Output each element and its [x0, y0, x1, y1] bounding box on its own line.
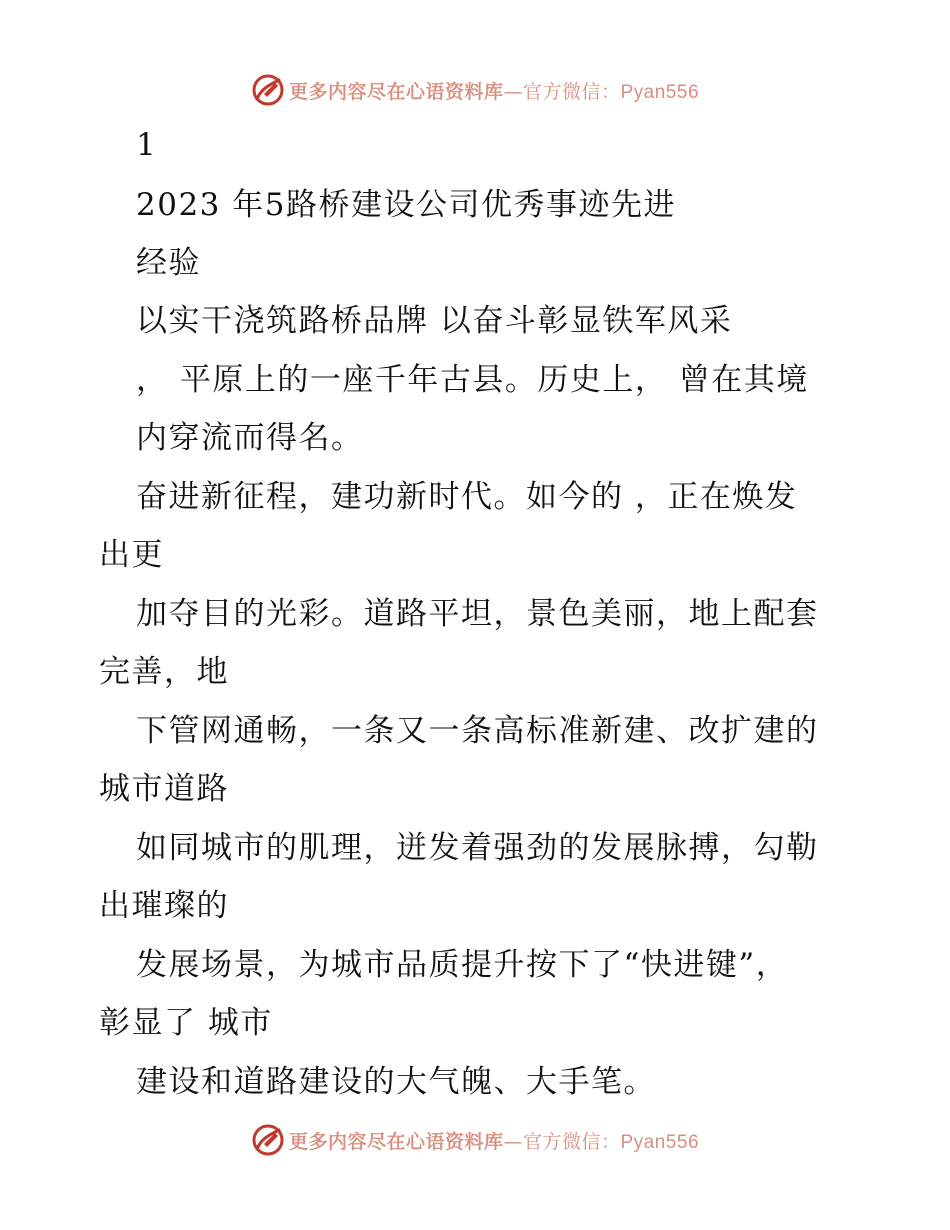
text-line: 彰显了 城市 — [99, 1005, 273, 1041]
text-line: 出璀璨的 — [99, 888, 229, 924]
text-line: 建设和道路建设的大气魄、大手笔。 — [136, 1064, 656, 1100]
text-line: 城市道路 — [99, 771, 229, 807]
text-line: 发展场景，为城市品质提升按下了“快进键”， — [136, 947, 789, 983]
text-line: 下管网通畅，一条又一条高标准新建、改扩建的 — [136, 713, 819, 749]
text-line: 1 — [136, 127, 158, 163]
watermark-text: 更多内容尽在心语资料库—官方微信：Pyan556 — [288, 1130, 700, 1153]
text-line: 出更 — [99, 537, 164, 573]
text-line: 以实干浇筑路桥品牌 以奋斗彰显铁军风采 — [136, 303, 733, 339]
text-line: 内穿流而得名。 — [136, 420, 364, 456]
pen-logo-icon — [251, 1123, 285, 1157]
text-line: 2023 年5路桥建设公司优秀事迹先进 — [136, 187, 676, 223]
text-line: 完善，地 — [99, 654, 229, 690]
text-line: ， 平原上的一座千年古县。历史上， 曾在其境 — [136, 362, 809, 398]
text-line: 奋进新征程，建功新时代。如今的 ，正在焕发 — [136, 479, 798, 515]
watermark-text: 更多内容尽在心语资料库—官方微信：Pyan556 — [288, 80, 700, 103]
watermark-footer — [0, 1118, 950, 1162]
text-line: 经验 — [136, 245, 201, 281]
text-line: 加夺目的光彩。道路平坦，景色美丽，地上配套 — [136, 596, 819, 632]
text-line: 如同城市的肌理，迸发着强劲的发展脉搏，勾勒 — [136, 830, 819, 866]
